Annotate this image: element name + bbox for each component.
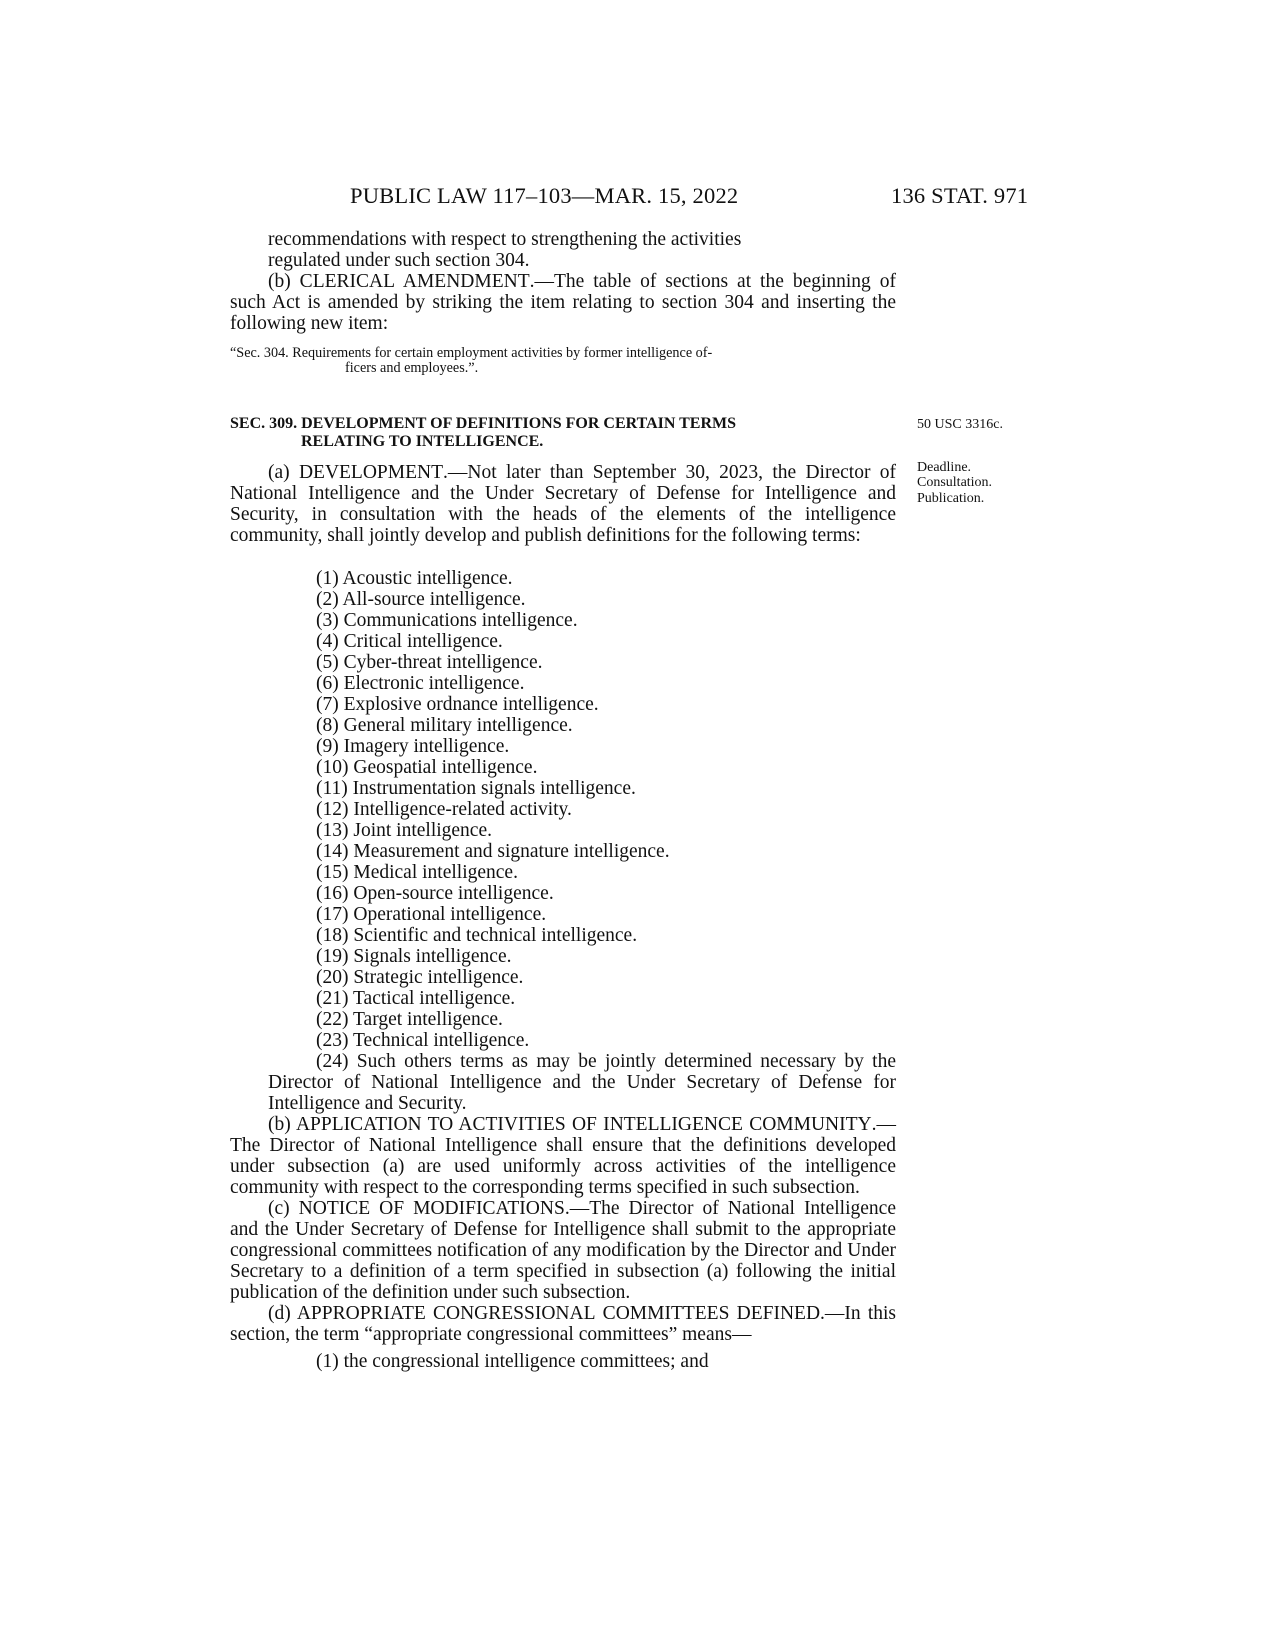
- subsection-a: [230, 462, 896, 546]
- list-item: (5) Cyber-threat intelligence.: [316, 652, 543, 673]
- list-item: (3) Communications intelligence.: [316, 610, 578, 631]
- list-item: (15) Medical intelligence.: [316, 862, 518, 883]
- terms-list: [316, 568, 670, 1051]
- list-item: (8) General military intelligence.: [316, 715, 573, 736]
- subsection-a-text: (a) DEVELOPMENT.—Not later than September 30, 2023, the Director of National Intelligence and the Under Secretary of Defense for Intelligence and Security, in consultation with the heads of the elements of the intelligence community, shall jointly develop and publish definitions for the following terms:: [230, 462, 896, 546]
- table-item-line-2: ficers and employees.”.: [345, 360, 479, 376]
- remaining-subsections: [230, 1051, 896, 1372]
- margin-note-deadline: Deadline.: [917, 460, 972, 475]
- margin-note-consultation: Consultation.: [917, 475, 993, 490]
- list-item: (16) Open-source intelligence.: [316, 883, 554, 904]
- list-item: (1) Acoustic intelligence.: [316, 568, 513, 589]
- list-item: (21) Tactical intelligence.: [316, 988, 516, 1009]
- list-item: (14) Measurement and signature intelligence.: [316, 841, 670, 862]
- list-item: (23) Technical intelligence.: [316, 1030, 530, 1051]
- subsection-d-item-1: (1) the congressional intelligence committees; and: [316, 1351, 709, 1372]
- subsection-d: (d) APPROPRIATE CONGRESSIONAL COMMITTEES DEFINED.—In this section, the term “appropriate congressional committees” means—: [230, 1303, 896, 1345]
- subsection-c: (c) NOTICE OF MODIFICATIONS.—The Director of National Intelligence and the Under Secretary of Defense for Intelligence shall submit to the appropriate congressional committees notification of any modification by the Director and Under Secretary to a definition of a term specified in subsection (a) following the initial publication of the definition under such subsection.: [230, 1198, 896, 1303]
- usc-citation: 50 USC 3316c.: [917, 417, 1003, 432]
- list-item: (6) Electronic intelligence.: [316, 673, 525, 694]
- list-item: (22) Target intelligence.: [316, 1009, 503, 1030]
- list-item: (4) Critical intelligence.: [316, 631, 503, 652]
- page-header-stat: 136 STAT. 971: [891, 183, 1029, 208]
- intro-block: [230, 229, 896, 334]
- section-heading-line-1: SEC. 309. DEVELOPMENT OF DEFINITIONS FOR CERTAIN TERMS: [230, 415, 737, 432]
- list-item: (2) All-source intelligence.: [316, 589, 526, 610]
- list-item: (19) Signals intelligence.: [316, 946, 512, 967]
- clerical-amendment: (b) CLERICAL AMENDMENT.—The table of sections at the beginning of such Act is amended by striking the item relating to section 304 and inserting the following new item:: [230, 271, 896, 334]
- list-item: (7) Explosive ordnance intelligence.: [316, 694, 599, 715]
- table-item-line-1: “Sec. 304. Requirements for certain employment activities by former intelligence of-: [230, 345, 713, 361]
- intro-line-1: recommendations with respect to strengthening the activities: [268, 229, 742, 250]
- margin-note-publication: Publication.: [917, 491, 985, 506]
- intro-line-2: regulated under such section 304.: [268, 250, 530, 271]
- list-item: (9) Imagery intelligence.: [316, 736, 510, 757]
- list-item: (10) Geospatial intelligence.: [316, 757, 538, 778]
- list-item: (18) Scientific and technical intelligence.: [316, 925, 638, 946]
- term-24: (24) Such others terms as may be jointly determined necessary by the Director of National Intelligence and the Under Secretary of Defense for Intelligence and Security.: [268, 1051, 896, 1114]
- list-item: (11) Instrumentation signals intelligence.: [316, 778, 636, 799]
- list-item: (17) Operational intelligence.: [316, 904, 547, 925]
- section-heading: [230, 415, 896, 451]
- page-header-title: PUBLIC LAW 117–103—MAR. 15, 2022: [350, 183, 739, 208]
- section-heading-line-2: RELATING TO INTELLIGENCE.: [301, 433, 544, 450]
- list-item: (20) Strategic intelligence.: [316, 967, 524, 988]
- subsection-b: (b) APPLICATION TO ACTIVITIES OF INTELLIGENCE COMMUNITY.— The Director of National Intelligence shall ensure that the definitions developed under subsection (a) are used uniformly across activities of the intelligence community with respect to the corresponding terms specified in such subsection.: [230, 1114, 896, 1198]
- table-of-sections-item: [230, 346, 896, 376]
- list-item: (13) Joint intelligence.: [316, 820, 492, 841]
- list-item: (12) Intelligence-related activity.: [316, 799, 572, 820]
